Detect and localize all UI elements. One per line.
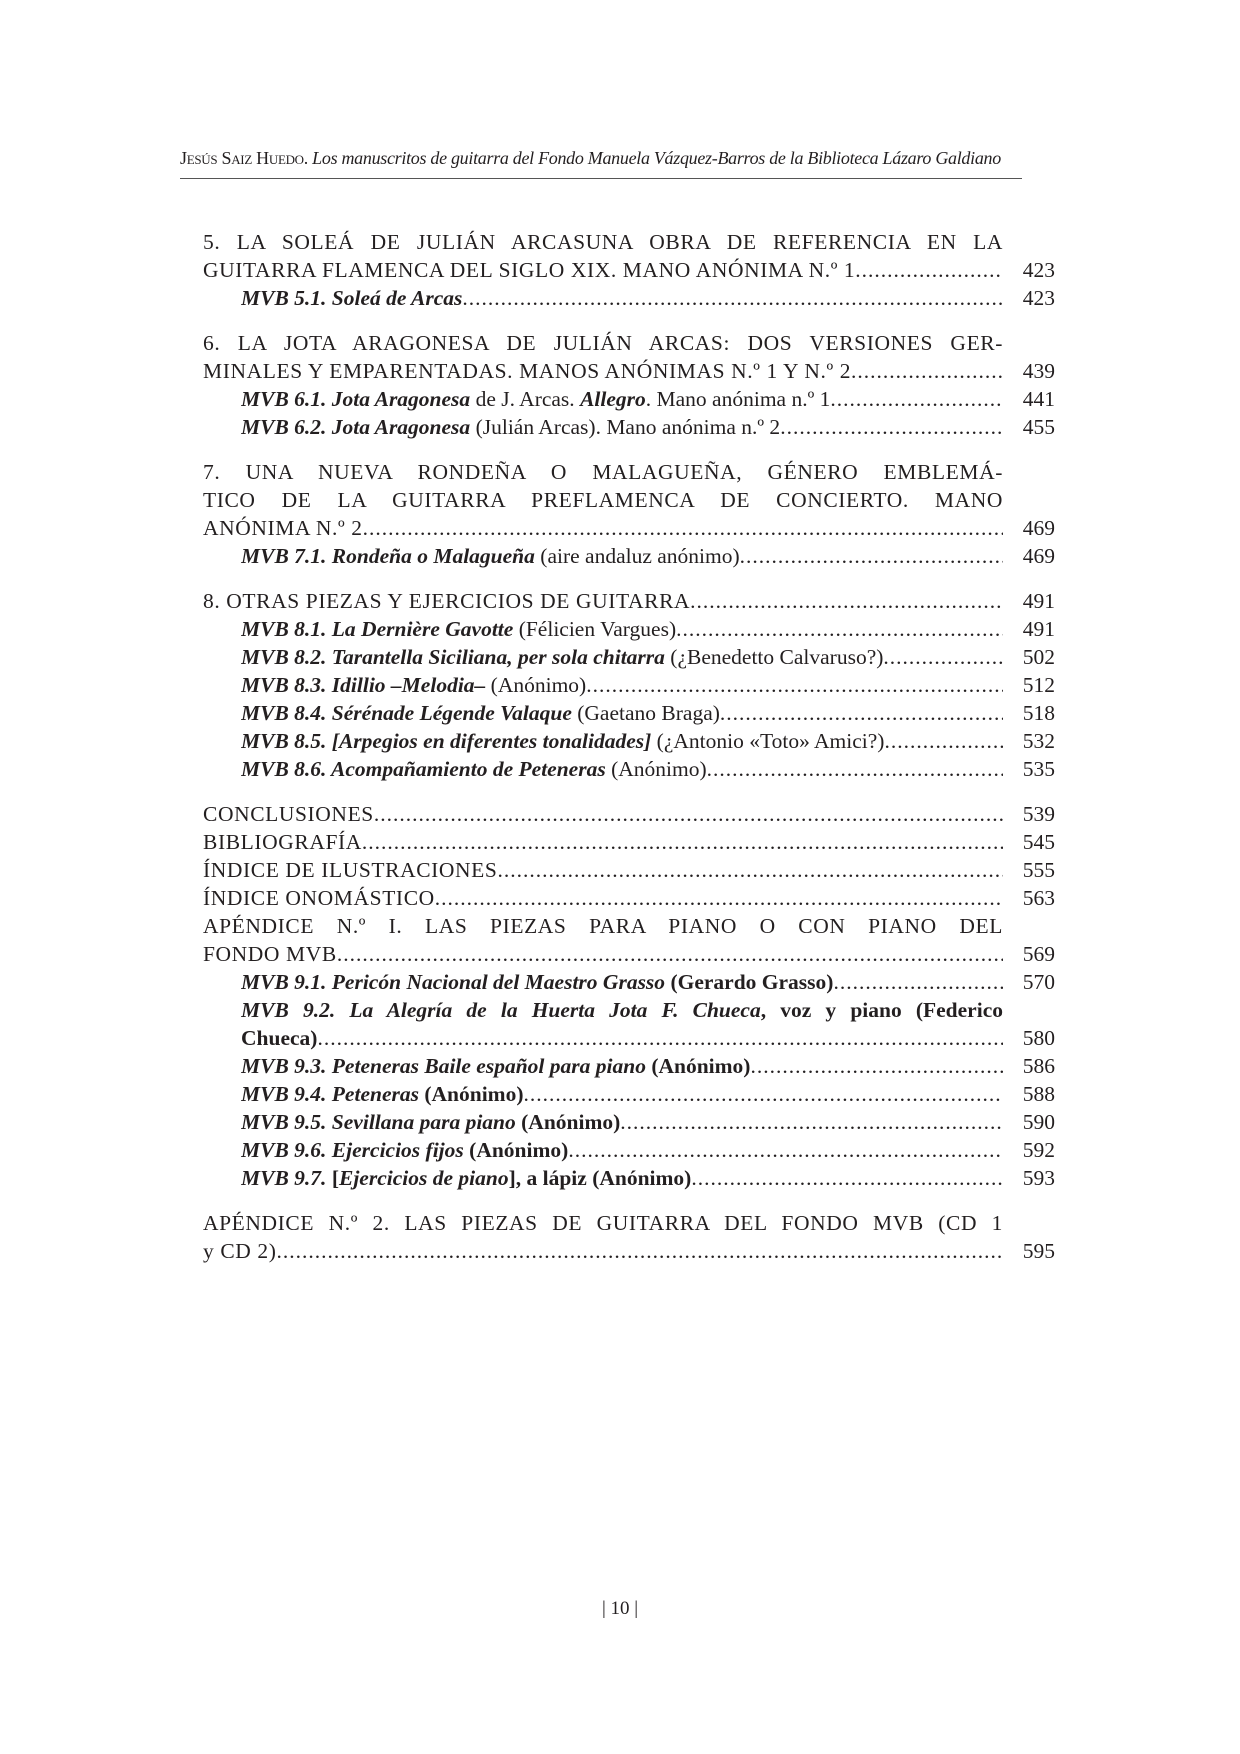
- entry-title: MVB 8.3. Idillio –Melodia–: [241, 673, 486, 697]
- page-ref: 532: [1022, 729, 1055, 753]
- entry-text: . Mano anónima n.º 1: [645, 387, 831, 411]
- entry-title: MVB 8.5. [Arpegios en diferentes tonalidades]: [241, 729, 652, 753]
- entry-title: MVB 9.7.: [241, 1166, 332, 1190]
- toc-entry-line[interactable]: [203, 357, 1055, 385]
- entry-text: (Anónimo): [463, 1138, 569, 1162]
- toc-entry-line[interactable]: [203, 727, 1055, 755]
- page-ref: 502: [1022, 645, 1055, 669]
- entry-text: (Anónimo): [515, 1110, 621, 1134]
- leader-dots: [363, 514, 1003, 542]
- toc-entry-line[interactable]: [203, 1136, 1055, 1164]
- entry-title: Allegro: [580, 387, 646, 411]
- leader-dots: [620, 1108, 1003, 1136]
- toc-entry-line[interactable]: [203, 856, 1055, 884]
- toc-entry-line[interactable]: [203, 884, 1055, 912]
- header-author: Jesús Saiz Huedo.: [180, 148, 308, 168]
- entry-text: (Anónimo): [645, 1054, 751, 1078]
- entry-title: Ejercicios de piano: [338, 1166, 509, 1190]
- entry-title: MVB 9.2. La Alegría de la Huerta Jota F. Chueca: [241, 998, 761, 1022]
- entry-title: MVB 9.4. Peteneras: [241, 1082, 419, 1106]
- page-ref: 469: [1022, 516, 1055, 540]
- page-ref: 595: [1022, 1239, 1055, 1263]
- page-ref: 563: [1022, 886, 1055, 910]
- leader-dots: [568, 1136, 1003, 1164]
- entry-text: APÉNDICE N.º I. LAS PIEZAS PARA PIANO O CON PIANO DEL: [203, 914, 1003, 938]
- page-ref: 441: [1022, 387, 1055, 411]
- toc-entry-line[interactable]: [203, 587, 1055, 615]
- entry-text: 6. LA JOTA ARAGONESA DE JULIÁN ARCAS: DOS VERSIONES GER-: [203, 331, 1003, 355]
- entry-text: (Félicien Vargues): [513, 617, 677, 641]
- entry-title: MVB 8.4. Sérénade Légende Valaque: [241, 701, 572, 725]
- entry-text: [: [331, 1166, 339, 1190]
- leader-dots: [690, 587, 1003, 615]
- entry-title: MVB 8.6. Acompañamiento de Peteneras: [241, 757, 606, 781]
- toc-section: [203, 228, 1055, 312]
- entry-text: (aire andaluz anónimo): [534, 544, 740, 568]
- header-book-title: Los manuscritos de guitarra del Fondo Manuela Vázquez-Barros de la Biblioteca Lázaro Galdiano: [312, 148, 1001, 168]
- leader-dots: [855, 256, 1003, 284]
- leader-dots: [497, 856, 1003, 884]
- table-of-contents: [203, 228, 1055, 1282]
- toc-entry-line[interactable]: [203, 1024, 1055, 1052]
- toc-section: [203, 1209, 1055, 1265]
- leader-dots: [691, 1164, 1003, 1192]
- entry-text: Chueca): [241, 1026, 318, 1050]
- page-ref: 439: [1022, 359, 1055, 383]
- leader-dots: [884, 727, 1003, 755]
- toc-section: [203, 800, 1055, 1192]
- leader-dots: [586, 671, 1003, 699]
- entry-title: MVB 8.2. Tarantella Siciliana, per sola chitarra: [241, 645, 665, 669]
- page-ref: 535: [1022, 757, 1055, 781]
- entry-text: (Anónimo): [485, 673, 587, 697]
- toc-entry-line[interactable]: [203, 486, 1055, 514]
- entry-text: ÍNDICE ONOMÁSTICO: [203, 886, 435, 910]
- page-number: | 10 |: [601, 1598, 639, 1619]
- toc-entry-line[interactable]: [203, 968, 1055, 996]
- toc-entry-line[interactable]: [203, 1209, 1055, 1237]
- leader-dots: [707, 755, 1003, 783]
- leader-dots: [830, 385, 1003, 413]
- toc-entry-line[interactable]: [203, 329, 1055, 357]
- toc-entry-line[interactable]: [203, 228, 1055, 256]
- toc-entry-line[interactable]: [203, 755, 1055, 783]
- toc-entry-line[interactable]: [203, 514, 1055, 542]
- toc-entry-line[interactable]: [203, 1080, 1055, 1108]
- toc-entry-line[interactable]: [203, 1164, 1055, 1192]
- leader-dots: [374, 800, 1003, 828]
- toc-entry-line[interactable]: [203, 912, 1055, 940]
- entry-text: ANÓNIMA N.º 2: [203, 516, 363, 540]
- entry-title: MVB 7.1. Rondeña o Malagueña: [241, 544, 535, 568]
- running-header: [180, 148, 1040, 169]
- entry-title: MVB 9.1. Pericón Nacional del Maestro Grasso: [241, 970, 666, 994]
- toc-entry-line[interactable]: [203, 542, 1055, 570]
- entry-text: (¿Antonio «Toto» Amici?): [651, 729, 885, 753]
- leader-dots: [833, 968, 1003, 996]
- page-ref: 555: [1022, 858, 1055, 882]
- entry-title: MVB 5.1. Soleá de Arcas: [241, 286, 463, 310]
- page-ref: 423: [1022, 286, 1055, 310]
- entry-text: 7. UNA NUEVA RONDEÑA O MALAGUEÑA, GÉNERO EMBLEMÁ-: [203, 460, 1003, 484]
- page-ref: 469: [1022, 544, 1055, 568]
- entry-title: MVB 9.6. Ejercicios fijos: [241, 1138, 464, 1162]
- leader-dots: [462, 284, 1003, 312]
- entry-title: MVB 9.5. Sevillana para piano: [241, 1110, 516, 1134]
- toc-entry-line[interactable]: [203, 284, 1055, 312]
- toc-entry-line[interactable]: [203, 1108, 1055, 1136]
- toc-entry-line[interactable]: [203, 413, 1055, 441]
- toc-section: [203, 329, 1055, 441]
- page-ref: 586: [1022, 1054, 1055, 1078]
- page-ref: 593: [1022, 1166, 1055, 1190]
- page-ref: 570: [1022, 970, 1055, 994]
- entry-text: (Julián Arcas). Mano anónima n.º 2: [470, 415, 781, 439]
- entry-title: MVB 6.1. Jota Aragonesa: [241, 387, 471, 411]
- entry-text: CONCLUSIONES: [203, 802, 374, 826]
- entry-text: (Gerardo Grasso): [665, 970, 834, 994]
- entry-text: 8. OTRAS PIEZAS Y EJERCICIOS DE GUITARRA: [203, 589, 691, 613]
- toc-entry-line[interactable]: [203, 800, 1055, 828]
- page-ref: 539: [1022, 802, 1055, 826]
- entry-text: ÍNDICE DE ILUSTRACIONES: [203, 858, 498, 882]
- page-ref: 491: [1022, 617, 1055, 641]
- entry-title: MVB 8.1. La Dernière Gavotte: [241, 617, 514, 641]
- toc-entry-line[interactable]: [203, 996, 1055, 1024]
- leader-dots: [337, 940, 1003, 968]
- entry-text: y CD 2): [203, 1239, 277, 1263]
- leader-dots: [720, 699, 1003, 727]
- toc-entry-line[interactable]: [203, 671, 1055, 699]
- toc-entry-line[interactable]: [203, 458, 1055, 486]
- entry-title: MVB 9.3. Peteneras Baile español para piano: [241, 1054, 646, 1078]
- page-ref: 423: [1022, 258, 1055, 282]
- entry-text: de J. Arcas.: [470, 387, 581, 411]
- entry-text: , voz y piano (Federico: [760, 998, 1003, 1022]
- toc-entry-line[interactable]: [203, 1237, 1055, 1265]
- toc-entry-line[interactable]: [203, 828, 1055, 856]
- entry-text: BIBLIOGRAFÍA: [203, 830, 362, 854]
- leader-dots: [851, 357, 1003, 385]
- page-ref: 455: [1022, 415, 1055, 439]
- header-rule: [180, 178, 1022, 179]
- leader-dots: [750, 1052, 1003, 1080]
- entry-text: 5. LA SOLEÁ DE JULIÁN ARCASUNA OBRA DE REFERENCIA EN LA: [203, 230, 1003, 254]
- toc-entry-line[interactable]: [203, 256, 1055, 284]
- entry-text: TICO DE LA GUITARRA PREFLAMENCA DE CONCIERTO. MANO: [203, 488, 1003, 512]
- entry-text: APÉNDICE N.º 2. LAS PIEZAS DE GUITARRA DEL FONDO MVB (CD 1: [203, 1211, 1003, 1235]
- page-ref: 518: [1022, 701, 1055, 725]
- toc-section: [203, 458, 1055, 570]
- page-ref: 580: [1022, 1026, 1055, 1050]
- page-ref: 588: [1022, 1082, 1055, 1106]
- toc-entry-line[interactable]: [203, 615, 1055, 643]
- page-ref: 545: [1022, 830, 1055, 854]
- entry-text: GUITARRA FLAMENCA DEL SIGLO XIX. MANO ANÓNIMA N.º 1: [203, 258, 856, 282]
- toc-entry-line[interactable]: [203, 1052, 1055, 1080]
- entry-text: (Gaetano Braga): [571, 701, 720, 725]
- page-ref: 512: [1022, 673, 1055, 697]
- leader-dots: [435, 884, 1003, 912]
- entry-text: (Anónimo): [605, 757, 707, 781]
- leader-dots: [740, 542, 1003, 570]
- leader-dots: [276, 1237, 1003, 1265]
- page-ref: 592: [1022, 1138, 1055, 1162]
- toc-entry-line[interactable]: [203, 699, 1055, 727]
- toc-entry-line[interactable]: [203, 940, 1055, 968]
- toc-entry-line[interactable]: [203, 643, 1055, 671]
- leader-dots: [883, 643, 1003, 671]
- page-ref: 569: [1022, 942, 1055, 966]
- entry-title: MVB 6.2. Jota Aragonesa: [241, 415, 471, 439]
- entry-text: MINALES Y EMPARENTADAS. MANOS ANÓNIMAS N.º 1 Y N.º 2: [203, 359, 852, 383]
- entry-text: (Anónimo): [418, 1082, 524, 1106]
- entry-text: (¿Benedetto Calvaruso?): [664, 645, 884, 669]
- page-ref: 590: [1022, 1110, 1055, 1134]
- toc-entry-line[interactable]: [203, 385, 1055, 413]
- toc-section: [203, 587, 1055, 783]
- leader-dots: [676, 615, 1003, 643]
- entry-text: ], a lápiz (Anónimo): [508, 1166, 692, 1190]
- leader-dots: [524, 1080, 1003, 1108]
- leader-dots: [780, 413, 1003, 441]
- leader-dots: [362, 828, 1003, 856]
- leader-dots: [317, 1024, 1003, 1052]
- page-ref: 491: [1022, 589, 1055, 613]
- entry-text: FONDO MVB: [203, 942, 337, 966]
